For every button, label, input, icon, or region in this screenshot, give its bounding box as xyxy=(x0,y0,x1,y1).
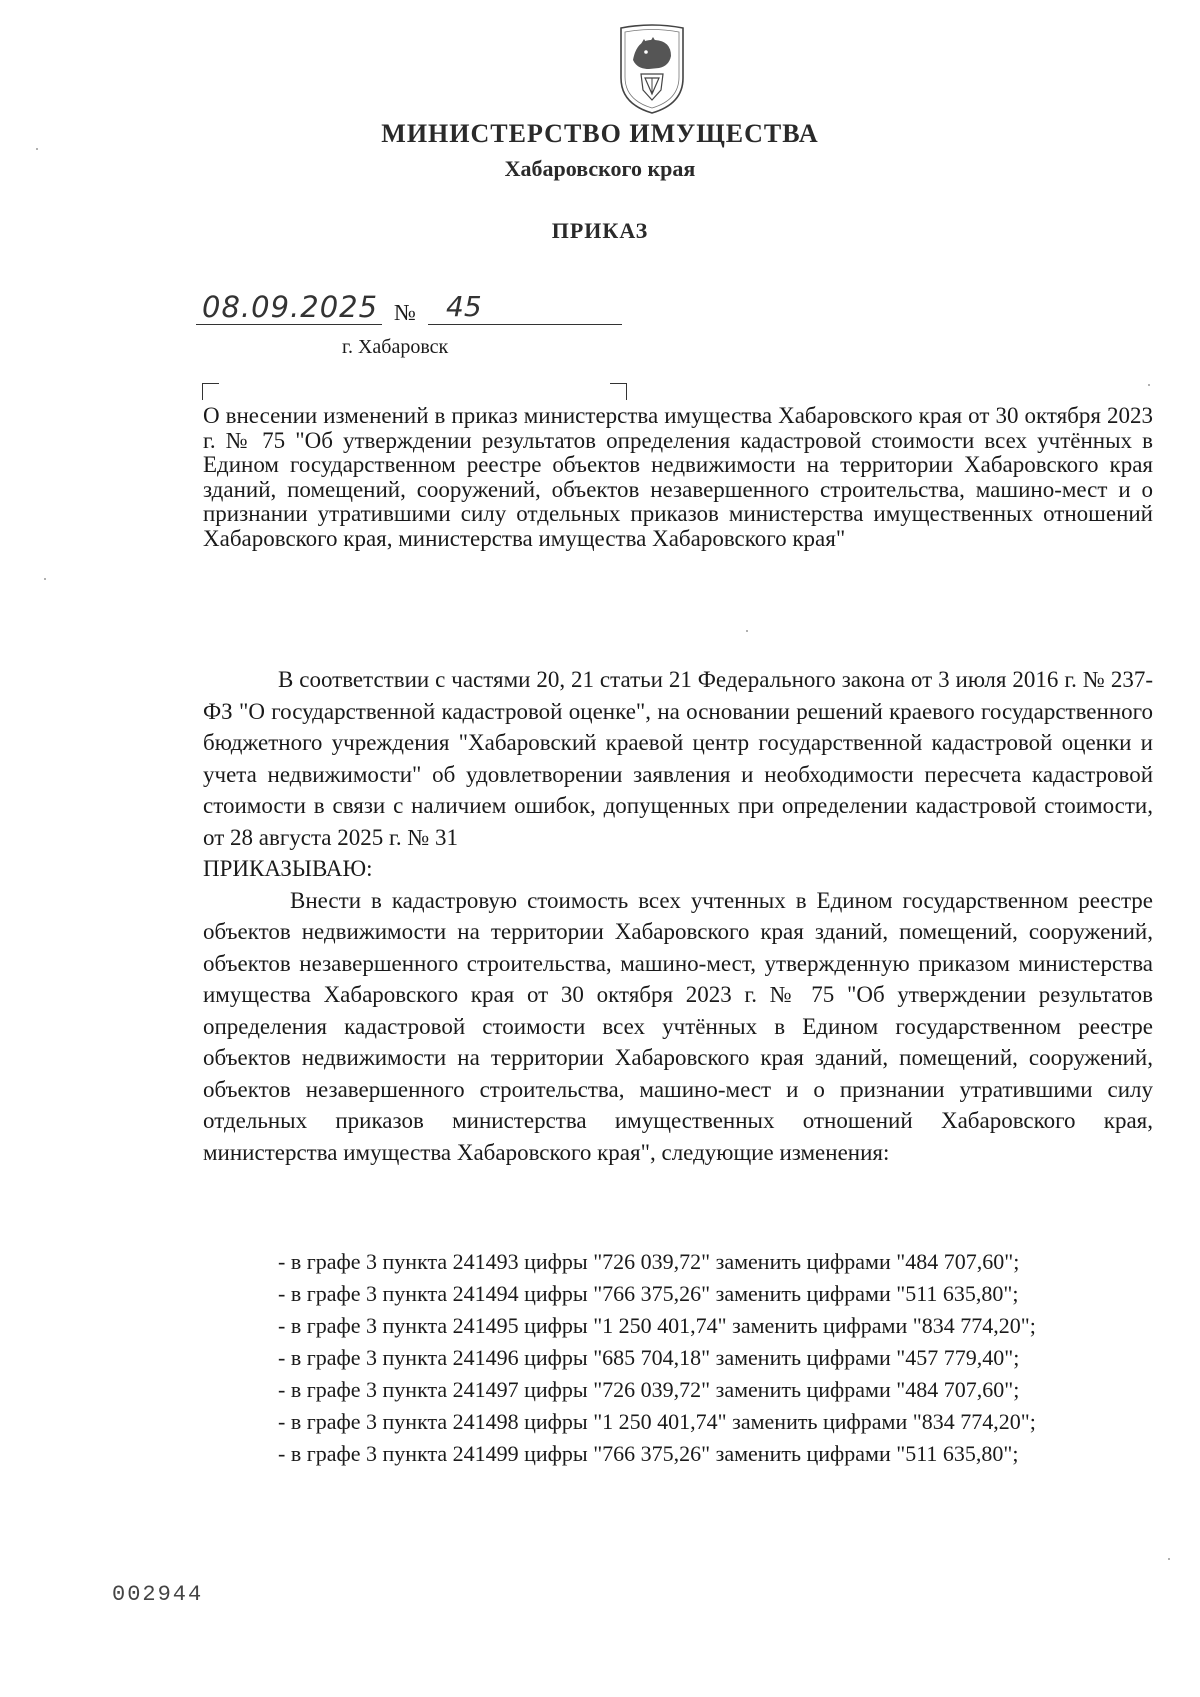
ministry-name: МИНИСТЕРСТВО ИМУЩЕСТВА xyxy=(381,119,819,148)
date-underline xyxy=(196,324,382,325)
document-type-title: ПРИКАЗ xyxy=(551,218,649,243)
scan-speck xyxy=(1148,384,1150,386)
change-item: - в графе 3 пункта 241494 цифры "766 375,26" заменить цифрами "511 635,80"; xyxy=(278,1281,1019,1306)
preamble-paragraph: В соответствии с частями 20, 21 статьи 21 Федерального закона от 3 июля 2016 г. № 237-ФЗ "О государственной кадастровой оценке", на основании решений краевого государственного бюджетного учреждения "Хабаровский краевой центр государственной кадастровой оценки и учета недвижимости" об удовлетворении заявления и необходимости пересчета кадастровой стоимости в связи с наличием ошибок, допущенных при определении кадастровой стоимости, от 28 августа 2025 г. № 31 xyxy=(203,667,1153,850)
number-underline xyxy=(428,324,622,325)
subject-bracket-right xyxy=(610,383,627,400)
scan-speck xyxy=(746,630,748,632)
number-sign: № xyxy=(394,300,416,325)
change-item: - в графе 3 пункта 241498 цифры "1 250 401,74" заменить цифрами "834 774,20"; xyxy=(278,1409,1036,1434)
ministry-region: Хабаровского края xyxy=(504,156,696,181)
change-item: - в графе 3 пункта 241497 цифры "726 039,72" заменить цифрами "484 707,60"; xyxy=(278,1377,1020,1402)
order-directive-word: ПРИКАЗЫВАЮ: xyxy=(203,856,373,881)
coat-of-arms-emblem xyxy=(615,20,689,116)
scan-speck xyxy=(36,148,38,150)
blank-serial-number: 002944 xyxy=(112,1582,204,1607)
instruction-paragraph: Внести в кадастровую стоимость всех учтенных в Едином государственном реестре объектов недвижимости на территории Хабаровского края зданий, помещений, сооружений, объектов незавершенного строительства, машино-мест, утвержденную приказом министерства имущества Хабаровского края от 30 октября 2023 г. № 75 "Об утверждении результатов определения кадастровой стоимости всех учтённых в Едином государственном реестре объектов недвижимости на территории Хабаровского края зданий, помещений, сооружений, объектов незавершенного строительства, машино-мест и о признании утратившими силу отдельных приказов министерства имущественных отношений Хабаровского края, министерства имущества Хабаровского края", следующие изменения: xyxy=(203,887,1153,1165)
issue-city: г. Хабаровск xyxy=(342,336,449,358)
handwritten-date: 08.09.2025 xyxy=(202,290,379,324)
order-subject: О внесении изменений в приказ министерства имущества Хабаровского края от 30 октября 2023 г. № 75 "Об утверждении результатов определения кадастровой стоимости всех учтённых в Едином государственном реестре объектов недвижимости на территории Хабаровского края зданий, помещений, сооружений, объектов незавершенного строительства, машино-мест и о признании утратившими силу отдельных приказов министерства имущественных отношений Хабаровского края, министерства имущества Хабаровского края" xyxy=(203,403,1153,551)
subject-bracket-left xyxy=(202,383,219,400)
order-body xyxy=(203,664,1153,1168)
change-item: - в графе 3 пункта 241495 цифры "1 250 401,74" заменить цифрами "834 774,20"; xyxy=(278,1313,1036,1338)
change-item: - в графе 3 пункта 241499 цифры "766 375,26" заменить цифрами "511 635,80"; xyxy=(278,1441,1019,1466)
change-item: - в графе 3 пункта 241493 цифры "726 039,72" заменить цифрами "484 707,60"; xyxy=(278,1249,1020,1274)
changes-list xyxy=(203,1246,1153,1470)
registration-line xyxy=(196,290,626,330)
handwritten-order-number: 45 xyxy=(446,290,482,323)
scan-speck xyxy=(44,578,46,580)
scan-speck xyxy=(1168,1558,1170,1560)
change-item: - в графе 3 пункта 241496 цифры "685 704,18" заменить цифрами "457 779,40"; xyxy=(278,1345,1020,1370)
